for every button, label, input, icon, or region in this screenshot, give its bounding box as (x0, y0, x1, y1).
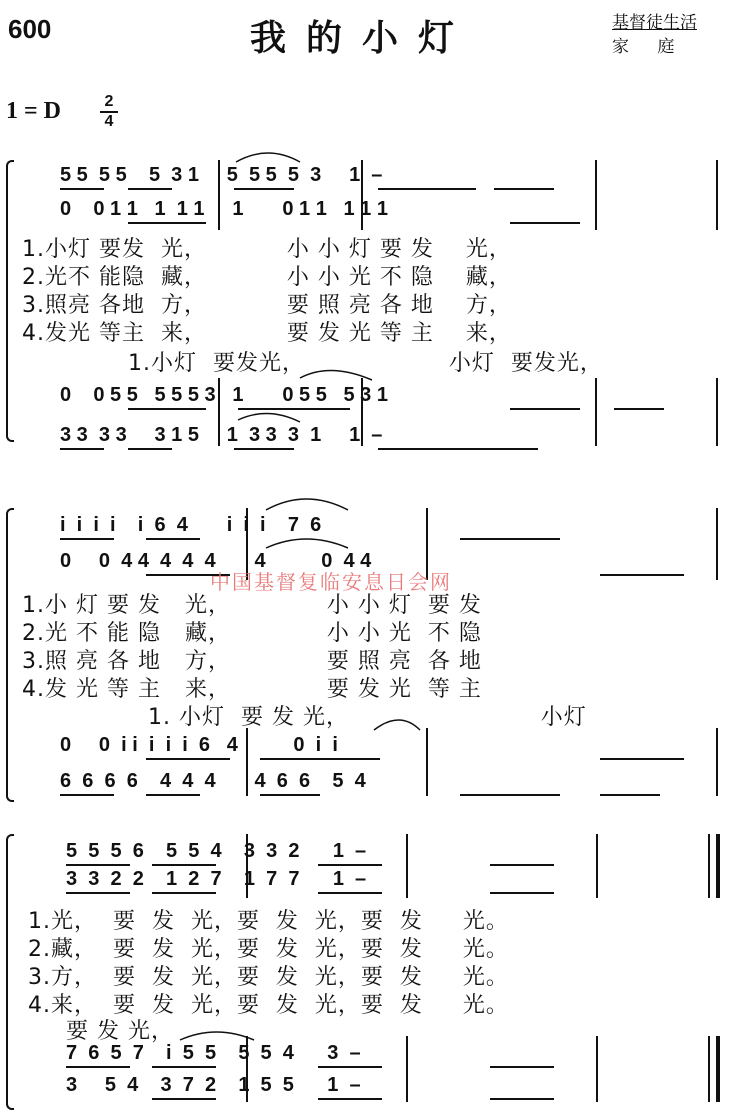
slur (236, 153, 300, 162)
song-title: 我的小灯 (250, 18, 475, 59)
verse-4: 4.发光 等主 来， 要 发 光 等 主 来， (22, 321, 512, 346)
soprano-line: 5 5 5 6 5 5 4 3 3 2 1 – (66, 840, 367, 862)
key-signature: 1 = D (6, 98, 62, 124)
verse-3: 3.照 亮 各 地 方， 要 照 亮 各 地 (22, 649, 482, 674)
bass-line: 6 6 6 6 4 4 4 4 6 6 5 4 (60, 770, 366, 792)
verse-1: 1.小灯 要发 光， 小 小 灯 要 发 光， (22, 237, 512, 262)
book-category: 基督徒生活 (612, 13, 697, 32)
tenor-line: 7 6 5 7 i 5 5 5 5 4 3 – (66, 1042, 361, 1064)
watermark: 中国基督复临安息日会网 (210, 570, 452, 594)
slur (300, 370, 372, 380)
alto-lyric: 1.小灯 要发光， 小灯 要发光， (128, 351, 603, 376)
slur (266, 499, 348, 510)
song-number: 600 (8, 14, 52, 44)
verse-2: 2.藏， 要 发 光，要 发 光，要 发 光。 (28, 937, 509, 962)
verse-2: 2.光 不 能 隐 藏， 小 小 光 不 隐 (22, 621, 482, 646)
slur (180, 1032, 254, 1040)
second-voice-line: 3 3 2 2 1 2 7 1 7 7 1 – (66, 868, 367, 890)
verse-4: 4.发 光 等 主 来， 要 发 光 等 主 (22, 677, 482, 702)
verse-1: 1.小 灯 要 发 光， 小 小 灯 要 发 (22, 593, 482, 618)
verse-2: 2.光不 能隐 藏， 小 小 光 不 隐 藏， (22, 265, 512, 290)
soprano-line: 5 5 5 5 5 3 1 5 5 5 5 3 1 – (60, 164, 383, 186)
meter-bottom: 4 (104, 113, 114, 130)
bass-line: 3 3 3 3 3 1 5 1 3 3 3 1 1 – (60, 424, 383, 446)
alto-lyric: 要 发 光， (66, 1019, 174, 1044)
bass-line: 3 5 4 3 7 2 1 5 5 1 – (66, 1074, 361, 1096)
slur (374, 720, 420, 730)
verse-1: 1.光， 要 发 光，要 发 光，要 发 光。 (28, 909, 509, 934)
soprano-line: i i i i i 6 4 i i i 7 6 (60, 514, 322, 536)
tenor-line: 0 0 5 5 5 5 5 3 1 0 5 5 5 3 1 (60, 384, 388, 406)
verse-4: 4.来， 要 发 光，要 发 光，要 发 光。 (28, 993, 509, 1018)
slur (266, 539, 348, 548)
book-subcategory: 家 庭 (612, 37, 675, 56)
slur (238, 413, 300, 422)
alto-lyric: 1. 小灯 要 发 光， 小灯 (148, 705, 587, 730)
meter-top: 2 (104, 93, 114, 110)
second-voice-line: 0 0 1 1 1 1 1 1 0 1 1 1 1 1 (60, 198, 388, 220)
verse-3: 3.照亮 各地 方， 要 照 亮 各 地 方， (22, 293, 512, 318)
second-voice-line: 0 0 4 4 4 4 4 4 0 4 4 (60, 550, 372, 572)
tenor-line: 0 0 i i i i i 6 4 0 i i (60, 734, 338, 756)
verse-3: 3.方， 要 发 光，要 发 光，要 发 光。 (28, 965, 509, 990)
